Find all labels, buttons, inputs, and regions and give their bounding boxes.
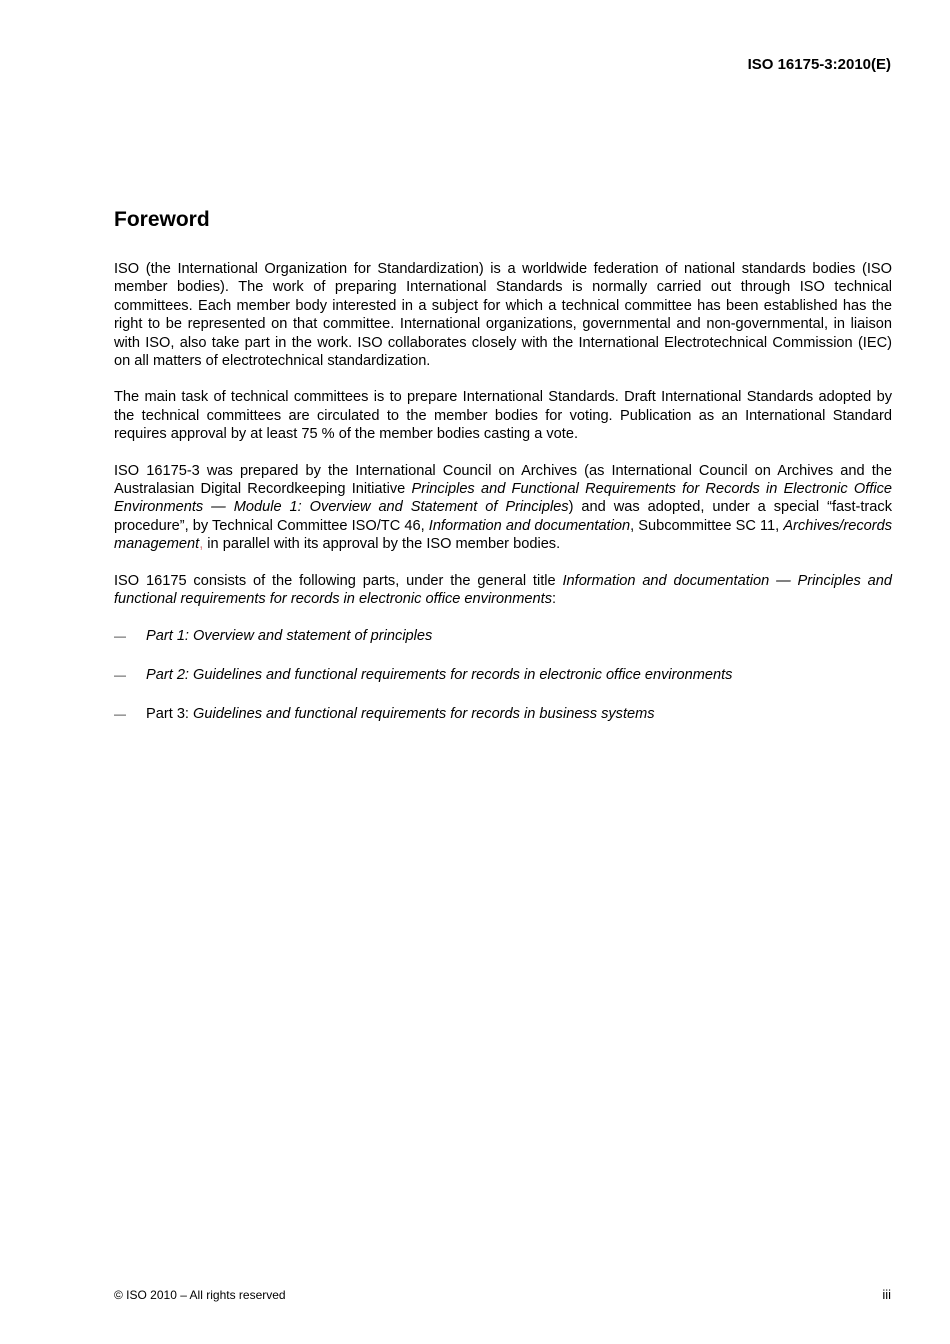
page-title: Foreword: [114, 208, 210, 231]
document-id: ISO 16175-3:2010(E): [747, 56, 891, 73]
subcommittee-title: Archives/records management: [114, 517, 893, 553]
preparation-module-title: Principles and Functional Requirements for Records in Electronic Office Environments — Module 1: Overview and Statement of Principles: [114, 481, 892, 516]
preparation-text-3: , Subcommittee SC 11,: [630, 517, 784, 534]
parts-list: [114, 627, 892, 724]
list-item: [114, 627, 892, 645]
page-number: iii: [882, 1287, 891, 1302]
preparation-text-4: in parallel with its approval by the ISO member bodies.: [203, 536, 561, 553]
part-1-title: Part 1: Overview and statement of principles: [146, 627, 433, 644]
copyright-notice: © ISO 2010 – All rights reserved: [114, 1288, 286, 1302]
dash-bullet: —: [114, 628, 126, 643]
paragraph-iso-intro: ISO (the International Organization for Standardization) is a worldwide federation of national standards bodies (ISO member bodies). The work of preparing International Standards is normally carried out through ISO technical committees. Each member body interested in a subject for which a technical committee has been established has the right to be represented on that committee. International organizations, governmental and non-governmental, in liaison with ISO, also take part in the work. ISO collaborates closely with the International Electrotechnical Commission (IEC) on all matters of electrotechnical standardization.: [114, 261, 892, 370]
foreword-body: [114, 260, 892, 745]
part-2-title: Part 2: Guidelines and functional requirements for records in electronic office environments: [146, 666, 733, 683]
tracked-change-comma: ,: [199, 536, 204, 553]
paragraph-preparation: [114, 462, 892, 554]
general-title: Information and documentation — Principles and functional requirements for records in electronic office environments: [114, 572, 892, 608]
committee-title: Information and documentation: [428, 517, 631, 534]
preparation-text-2: ) and was adopted, under a special “fast-track procedure”, by Technical Committee ISO/TC 46,: [114, 499, 892, 534]
part-3-title: Guidelines and functional requirements for records in business systems: [193, 706, 655, 723]
paragraph-parts-intro: [114, 572, 892, 609]
dash-bullet: —: [114, 707, 126, 722]
parts-intro-text: ISO 16175 consists of the following parts, under the general title: [114, 572, 563, 589]
dash-bullet: —: [114, 667, 126, 682]
paragraph-technical-committees: The main task of technical committees is to prepare International Standards. Draft International Standards adopted by the technical committees are circulated to the member bodies for voting. Publication as an International Standard requires approval by at least 75 % of the member bodies casting a vote.: [114, 389, 892, 443]
list-item: [114, 666, 892, 684]
part-3-prefix: Part 3:: [146, 706, 194, 723]
parts-intro-colon: :: [552, 591, 557, 608]
list-item: [114, 705, 892, 723]
preparation-text-1: ISO 16175-3 was prepared by the International Council on Archives (as International Council on Archives and the Australasian Digital Recordkeeping Initiative: [114, 462, 892, 498]
